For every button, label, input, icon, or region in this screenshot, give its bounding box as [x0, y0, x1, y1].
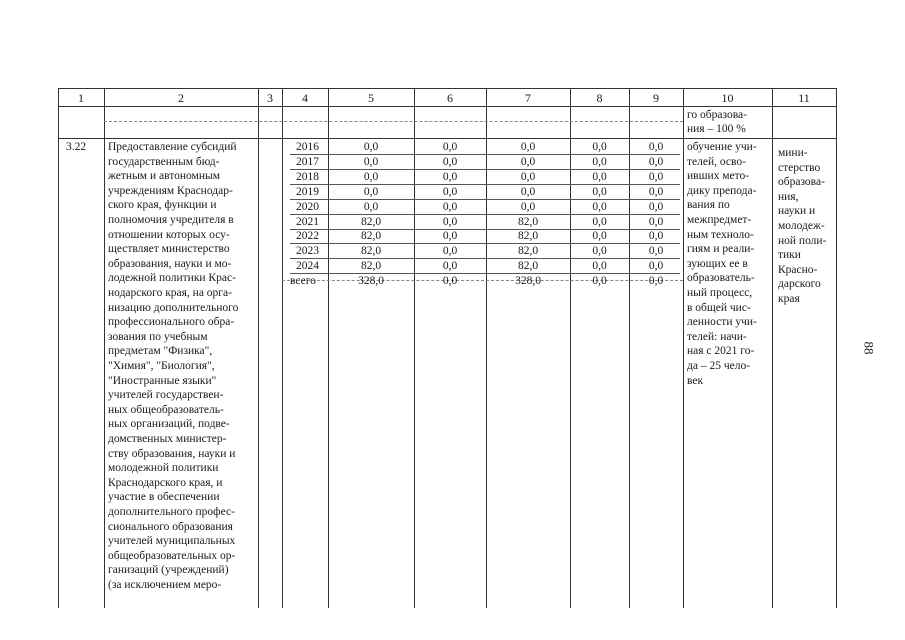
result-line: век — [687, 374, 704, 387]
column-header: 6 — [447, 91, 453, 105]
description-line: нодарского края, на орга- — [108, 287, 232, 299]
amount-cell: 0,0 — [648, 141, 664, 153]
amount-cell: 0,0 — [520, 170, 536, 183]
description-line: "Иностранные языки" — [108, 374, 217, 387]
amount-cell: 0,0 — [592, 230, 607, 243]
executor-line: молодеж- — [778, 220, 825, 232]
amount-cell: 0,0 — [648, 215, 664, 228]
amount-cell: 328,0 — [358, 275, 384, 288]
year-cell: всего — [290, 275, 316, 288]
year-cell: 2020 — [296, 200, 319, 213]
column-header: 2 — [178, 91, 184, 105]
table-border — [836, 88, 837, 608]
result-line: ным техноло- — [687, 228, 754, 241]
amount-cell: 82,0 — [517, 215, 539, 228]
table-border — [104, 121, 683, 122]
amount-cell: 0,0 — [520, 185, 536, 198]
year-cell: 2023 — [296, 245, 319, 258]
amount-cell: 0,0 — [648, 170, 664, 183]
amount-cell: 0,0 — [363, 141, 379, 153]
amount-cell: 0,0 — [363, 155, 379, 168]
column-header: 10 — [721, 91, 734, 105]
amount-cell: 82,0 — [360, 230, 382, 243]
table-border — [772, 88, 773, 608]
result-line: телей: начи- — [687, 330, 747, 343]
amount-cell: 0,0 — [442, 245, 458, 258]
description-line: сионального образования — [108, 520, 233, 533]
description-line: жетным и автономным — [108, 170, 220, 183]
amount-cell: 0,0 — [363, 185, 379, 198]
amount-cell: 0,0 — [592, 185, 607, 198]
table-border — [58, 88, 59, 608]
year-cell: 2021 — [296, 215, 319, 228]
amount-cell: 0,0 — [520, 155, 536, 168]
amount-cell: 0,0 — [442, 260, 458, 273]
table-border — [104, 88, 105, 608]
table-border — [683, 88, 684, 608]
amount-cell: 82,0 — [517, 245, 539, 258]
amount-cell: 0,0 — [648, 230, 664, 243]
column-header: 1 — [78, 91, 84, 105]
executor-line: стерство — [778, 161, 821, 174]
executor-line: Красно- — [778, 263, 818, 276]
amount-cell: 0,0 — [442, 215, 458, 228]
year-cell: 2018 — [296, 170, 319, 183]
table-border — [58, 106, 837, 107]
result-continuation: ния – 100 % — [687, 123, 746, 135]
column-header: 9 — [653, 91, 659, 105]
year-cell: 2024 — [296, 260, 319, 273]
description-line: общеобразовательных ор- — [108, 549, 236, 562]
executor-line: мини- — [778, 147, 808, 159]
amount-cell: 0,0 — [592, 155, 607, 168]
description-line: зования по учебным — [108, 330, 208, 343]
amount-cell: 0,0 — [592, 170, 607, 183]
amount-cell: 0,0 — [442, 275, 458, 288]
description-line: полномочия учредителя в — [108, 214, 234, 226]
amount-cell: 0,0 — [592, 275, 607, 288]
year-cell: 2019 — [296, 185, 319, 198]
amount-cell: 0,0 — [363, 170, 379, 183]
amount-cell: 82,0 — [517, 260, 539, 273]
executor-line: образова- — [778, 176, 825, 189]
amount-cell: 0,0 — [648, 260, 664, 273]
description-line: ству образования, науки и — [108, 447, 236, 460]
amount-cell: 0,0 — [442, 141, 458, 153]
description-line: профессионального обра- — [108, 316, 235, 329]
amount-cell: 0,0 — [592, 245, 607, 258]
description-line: "Химия", "Биология", — [108, 360, 215, 372]
column-header: 11 — [798, 91, 810, 105]
table-border — [58, 138, 837, 139]
result-line: ная с 2021 го- — [687, 345, 755, 358]
executor-line: тики — [778, 249, 801, 262]
amount-cell: 82,0 — [360, 215, 382, 228]
amount-cell: 82,0 — [360, 260, 382, 273]
amount-cell: 0,0 — [442, 200, 458, 213]
amount-cell: 0,0 — [363, 200, 379, 213]
amount-cell: 0,0 — [592, 200, 607, 213]
description-line: учителей муниципальных — [108, 535, 236, 548]
result-line: обучение учи- — [687, 141, 757, 153]
description-line: низацию дополнительного — [108, 301, 239, 314]
result-line: дику препода- — [687, 184, 757, 197]
description-line: Предоставление субсидий — [108, 141, 237, 153]
result-line: межпредмет- — [687, 214, 752, 226]
description-line: участие в обеспечении — [108, 491, 220, 504]
result-line: в общей чис- — [687, 301, 751, 314]
column-header: 5 — [368, 91, 374, 105]
executor-line: ния, — [778, 190, 799, 203]
executor-line: ной поли- — [778, 234, 827, 247]
amount-cell: 0,0 — [592, 215, 607, 228]
amount-cell: 0,0 — [442, 170, 458, 183]
description-line: Краснодарского края, и — [108, 476, 223, 489]
table-border — [282, 88, 283, 608]
page-number: 88 — [861, 341, 877, 355]
amount-cell: 0,0 — [520, 141, 536, 153]
description-line: учителей государствен- — [108, 389, 224, 402]
result-line: ный процесс, — [687, 287, 753, 299]
executor-line: дарского — [778, 278, 821, 291]
description-line: ществляет министерство — [108, 243, 230, 256]
executor-line: края — [778, 293, 800, 305]
description-line: ского края, функции и — [108, 199, 217, 212]
year-cell: 2017 — [296, 155, 319, 168]
description-line: государственным бюд- — [108, 155, 220, 168]
amount-cell: 328,0 — [515, 275, 541, 288]
description-line: домственных министер- — [108, 433, 227, 445]
description-line: ных организаций, подве- — [108, 418, 230, 431]
table-border — [258, 88, 259, 608]
amount-cell: 0,0 — [442, 185, 458, 198]
description-line: лодежной политики Крас- — [108, 272, 236, 285]
result-line: ивших мето- — [687, 170, 750, 183]
description-line: образования, науки и мо- — [108, 257, 232, 270]
result-line: образователь- — [687, 272, 755, 285]
table-border — [58, 88, 837, 89]
amount-cell: 0,0 — [648, 185, 664, 198]
amount-cell: 0,0 — [520, 200, 536, 213]
year-cell: 2016 — [296, 141, 319, 153]
result-line: зующих ее в — [687, 257, 748, 270]
description-line: отношении которых осу- — [108, 228, 230, 241]
result-line: ленности учи- — [687, 316, 757, 329]
column-header: 4 — [302, 91, 308, 105]
amount-cell: 0,0 — [592, 260, 607, 273]
row-number: 3.22 — [66, 141, 87, 153]
amount-cell: 0,0 — [648, 200, 664, 213]
executor-line: науки и — [778, 205, 816, 218]
description-line: молодежной политики — [108, 462, 219, 475]
description-line: дополнительного профес- — [108, 506, 235, 518]
amount-cell: 0,0 — [648, 275, 664, 288]
result-continuation: го образова- — [687, 109, 747, 121]
amount-cell: 82,0 — [360, 245, 382, 258]
result-line: вания по — [687, 199, 730, 212]
amount-cell: 82,0 — [517, 230, 539, 243]
description-line: предметам "Физика", — [108, 345, 213, 358]
year-cell: 2022 — [296, 230, 319, 243]
description-line: учреждениям Краснодар- — [108, 184, 233, 197]
description-line: ных общеобразователь- — [108, 403, 224, 416]
column-header: 8 — [596, 91, 603, 105]
description-line: ганизаций (учреждений) — [108, 564, 229, 577]
amount-cell: 0,0 — [648, 245, 664, 258]
result-line: да – 25 чело- — [687, 360, 751, 372]
amount-cell: 0,0 — [442, 155, 458, 168]
amount-cell: 0,0 — [442, 230, 458, 243]
amount-cell: 0,0 — [592, 141, 607, 153]
column-header: 7 — [525, 91, 531, 105]
result-line: телей, осво- — [687, 155, 746, 168]
amount-cell: 0,0 — [648, 155, 664, 168]
column-header: 3 — [267, 91, 273, 105]
result-line: гиям и реали- — [687, 243, 755, 256]
description-line: (за исключением меро- — [108, 579, 222, 591]
